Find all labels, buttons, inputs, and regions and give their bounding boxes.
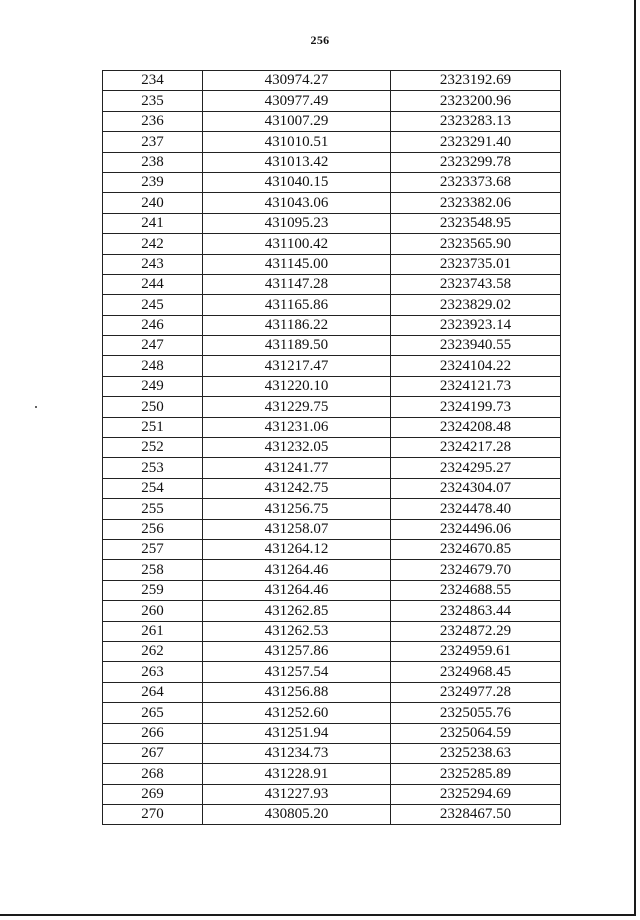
point-number-cell: 237	[103, 132, 203, 152]
x-coordinate-cell: 431217.47	[203, 356, 391, 376]
x-coordinate-cell: 431257.86	[203, 641, 391, 661]
y-coordinate-cell: 2323548.95	[391, 213, 561, 233]
table-row	[103, 499, 561, 519]
table-row	[103, 172, 561, 192]
table-row	[103, 91, 561, 111]
table-row	[103, 682, 561, 702]
y-coordinate-cell: 2325294.69	[391, 784, 561, 804]
table-row	[103, 601, 561, 621]
point-number-cell: 247	[103, 336, 203, 356]
y-coordinate-cell: 2324863.44	[391, 601, 561, 621]
table-row	[103, 71, 561, 91]
point-number-cell: 259	[103, 580, 203, 600]
table-row	[103, 560, 561, 580]
point-number-cell: 245	[103, 295, 203, 315]
x-coordinate-cell: 431013.42	[203, 152, 391, 172]
table-row	[103, 784, 561, 804]
table-row	[103, 539, 561, 559]
table-row	[103, 193, 561, 213]
scan-speck	[35, 406, 37, 408]
x-coordinate-cell: 431264.12	[203, 539, 391, 559]
y-coordinate-cell: 2325055.76	[391, 703, 561, 723]
table-row	[103, 376, 561, 396]
point-number-cell: 249	[103, 376, 203, 396]
y-coordinate-cell: 2324977.28	[391, 682, 561, 702]
y-coordinate-cell: 2324679.70	[391, 560, 561, 580]
table-row	[103, 458, 561, 478]
point-number-cell: 263	[103, 662, 203, 682]
x-coordinate-cell: 431165.86	[203, 295, 391, 315]
point-number-cell: 261	[103, 621, 203, 641]
y-coordinate-cell: 2323192.69	[391, 71, 561, 91]
table-row	[103, 254, 561, 274]
point-number-cell: 270	[103, 805, 203, 825]
point-number-cell: 248	[103, 356, 203, 376]
x-coordinate-cell: 431147.28	[203, 274, 391, 294]
x-coordinate-cell: 431100.42	[203, 234, 391, 254]
y-coordinate-cell: 2325064.59	[391, 723, 561, 743]
y-coordinate-cell: 2323565.90	[391, 234, 561, 254]
table-row	[103, 295, 561, 315]
y-coordinate-cell: 2323283.13	[391, 111, 561, 131]
x-coordinate-cell: 431095.23	[203, 213, 391, 233]
point-number-cell: 246	[103, 315, 203, 335]
table-row	[103, 417, 561, 437]
x-coordinate-cell: 431258.07	[203, 519, 391, 539]
point-number-cell: 262	[103, 641, 203, 661]
x-coordinate-cell: 431186.22	[203, 315, 391, 335]
point-number-cell: 266	[103, 723, 203, 743]
table-row	[103, 111, 561, 131]
coordinate-table	[102, 70, 561, 825]
x-coordinate-cell: 431256.75	[203, 499, 391, 519]
x-coordinate-cell: 431234.73	[203, 743, 391, 763]
point-number-cell: 254	[103, 478, 203, 498]
point-number-cell: 258	[103, 560, 203, 580]
point-number-cell: 243	[103, 254, 203, 274]
x-coordinate-cell: 431227.93	[203, 784, 391, 804]
point-number-cell: 253	[103, 458, 203, 478]
x-coordinate-cell: 431010.51	[203, 132, 391, 152]
point-number-cell: 257	[103, 539, 203, 559]
x-coordinate-cell: 431189.50	[203, 336, 391, 356]
y-coordinate-cell: 2324104.22	[391, 356, 561, 376]
y-coordinate-cell: 2324478.40	[391, 499, 561, 519]
x-coordinate-cell: 431242.75	[203, 478, 391, 498]
table-row	[103, 621, 561, 641]
x-coordinate-cell: 431228.91	[203, 764, 391, 784]
y-coordinate-cell: 2324670.85	[391, 539, 561, 559]
x-coordinate-cell: 431262.53	[203, 621, 391, 641]
x-coordinate-cell: 431220.10	[203, 376, 391, 396]
x-coordinate-cell: 431229.75	[203, 397, 391, 417]
point-number-cell: 244	[103, 274, 203, 294]
point-number-cell: 264	[103, 682, 203, 702]
x-coordinate-cell: 430805.20	[203, 805, 391, 825]
table-row	[103, 641, 561, 661]
table-row	[103, 743, 561, 763]
x-coordinate-cell: 431251.94	[203, 723, 391, 743]
point-number-cell: 265	[103, 703, 203, 723]
table-row	[103, 152, 561, 172]
point-number-cell: 234	[103, 71, 203, 91]
y-coordinate-cell: 2328467.50	[391, 805, 561, 825]
point-number-cell: 250	[103, 397, 203, 417]
y-coordinate-cell: 2324121.73	[391, 376, 561, 396]
y-coordinate-cell: 2323200.96	[391, 91, 561, 111]
point-number-cell: 269	[103, 784, 203, 804]
x-coordinate-cell: 431040.15	[203, 172, 391, 192]
coordinate-table-body	[103, 71, 561, 825]
table-row	[103, 703, 561, 723]
table-row	[103, 805, 561, 825]
point-number-cell: 251	[103, 417, 203, 437]
point-number-cell: 235	[103, 91, 203, 111]
table-row	[103, 478, 561, 498]
y-coordinate-cell: 2323940.55	[391, 336, 561, 356]
x-coordinate-cell: 430974.27	[203, 71, 391, 91]
y-coordinate-cell: 2323735.01	[391, 254, 561, 274]
page-number: 256	[310, 33, 330, 47]
point-number-cell: 252	[103, 438, 203, 458]
y-coordinate-cell: 2323743.58	[391, 274, 561, 294]
point-number-cell: 241	[103, 213, 203, 233]
point-number-cell: 255	[103, 499, 203, 519]
y-coordinate-cell: 2323299.78	[391, 152, 561, 172]
point-number-cell: 239	[103, 172, 203, 192]
x-coordinate-cell: 431241.77	[203, 458, 391, 478]
y-coordinate-cell: 2324304.07	[391, 478, 561, 498]
y-coordinate-cell: 2324496.06	[391, 519, 561, 539]
table-row	[103, 438, 561, 458]
x-coordinate-cell: 431257.54	[203, 662, 391, 682]
x-coordinate-cell: 431262.85	[203, 601, 391, 621]
x-coordinate-cell: 431252.60	[203, 703, 391, 723]
y-coordinate-cell: 2324208.48	[391, 417, 561, 437]
x-coordinate-cell: 431043.06	[203, 193, 391, 213]
table-row	[103, 213, 561, 233]
y-coordinate-cell: 2324217.28	[391, 438, 561, 458]
y-coordinate-cell: 2324968.45	[391, 662, 561, 682]
y-coordinate-cell: 2325238.63	[391, 743, 561, 763]
point-number-cell: 260	[103, 601, 203, 621]
y-coordinate-cell: 2324199.73	[391, 397, 561, 417]
y-coordinate-cell: 2323923.14	[391, 315, 561, 335]
x-coordinate-cell: 431007.29	[203, 111, 391, 131]
y-coordinate-cell: 2324688.55	[391, 580, 561, 600]
table-row	[103, 132, 561, 152]
table-row	[103, 356, 561, 376]
table-row	[103, 764, 561, 784]
y-coordinate-cell: 2324959.61	[391, 641, 561, 661]
table-row	[103, 336, 561, 356]
point-number-cell: 242	[103, 234, 203, 254]
table-row	[103, 519, 561, 539]
table-row	[103, 234, 561, 254]
x-coordinate-cell: 431256.88	[203, 682, 391, 702]
y-coordinate-cell: 2324872.29	[391, 621, 561, 641]
x-coordinate-cell: 431145.00	[203, 254, 391, 274]
y-coordinate-cell: 2323373.68	[391, 172, 561, 192]
y-coordinate-cell: 2324295.27	[391, 458, 561, 478]
x-coordinate-cell: 431264.46	[203, 560, 391, 580]
point-number-cell: 236	[103, 111, 203, 131]
x-coordinate-cell: 431232.05	[203, 438, 391, 458]
point-number-cell: 268	[103, 764, 203, 784]
table-row	[103, 580, 561, 600]
table-row	[103, 723, 561, 743]
point-number-cell: 256	[103, 519, 203, 539]
table-row	[103, 315, 561, 335]
table-row	[103, 274, 561, 294]
point-number-cell: 238	[103, 152, 203, 172]
y-coordinate-cell: 2325285.89	[391, 764, 561, 784]
point-number-cell: 267	[103, 743, 203, 763]
y-coordinate-cell: 2323291.40	[391, 132, 561, 152]
y-coordinate-cell: 2323829.02	[391, 295, 561, 315]
table-row	[103, 662, 561, 682]
y-coordinate-cell: 2323382.06	[391, 193, 561, 213]
point-number-cell: 240	[103, 193, 203, 213]
x-coordinate-cell: 430977.49	[203, 91, 391, 111]
x-coordinate-cell: 431231.06	[203, 417, 391, 437]
x-coordinate-cell: 431264.46	[203, 580, 391, 600]
table-row	[103, 397, 561, 417]
